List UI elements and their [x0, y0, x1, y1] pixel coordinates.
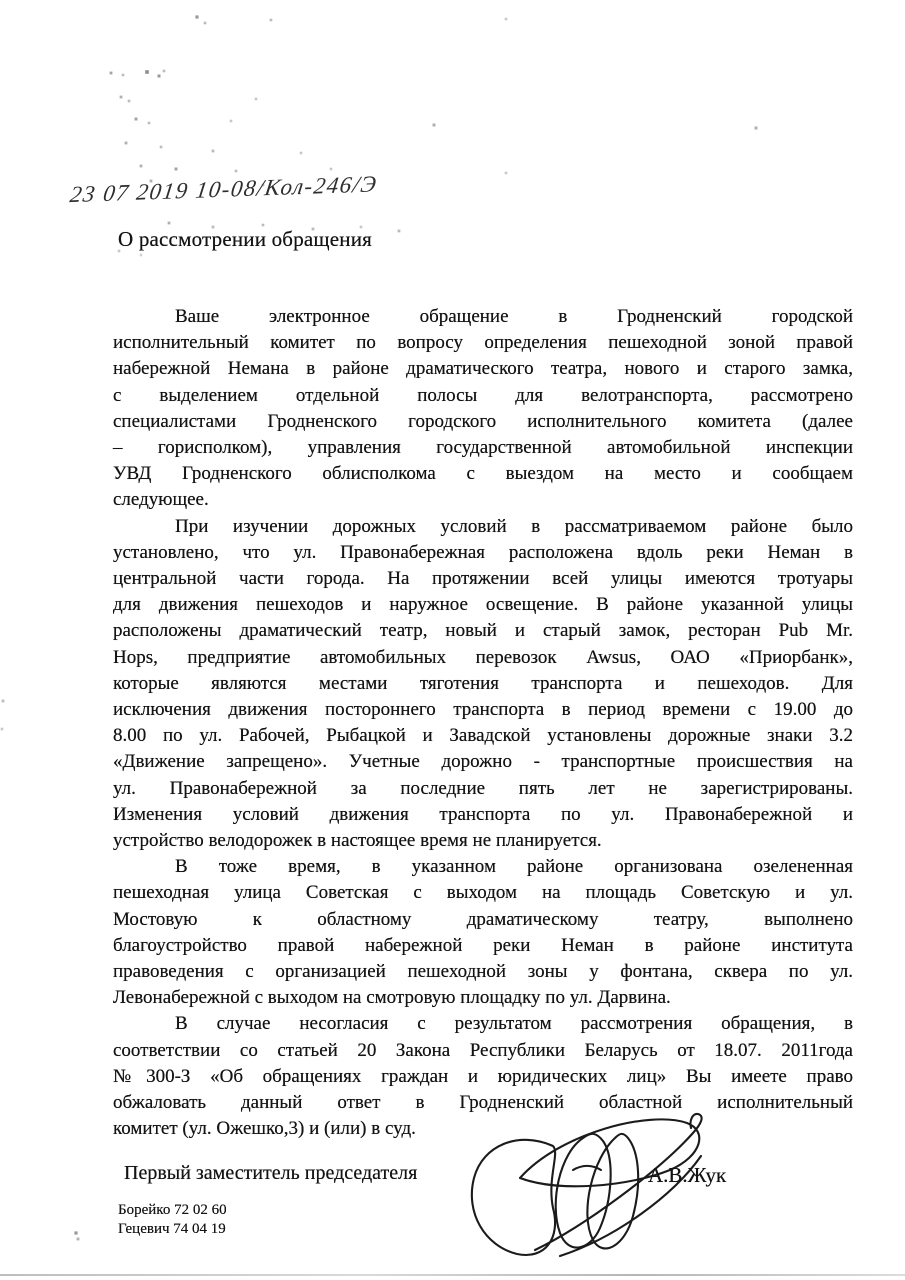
signatory-position: Первый заместитель председателя: [124, 1162, 418, 1184]
paragraph: [113, 304, 853, 514]
text-line: с выделением отдельной полосы для велотранспорта, рассмотрено: [113, 384, 853, 406]
text-line: – горисполком), управления государственной автомобильной инспекции: [113, 437, 853, 459]
scan-noise-artifacts: [0, 0, 2, 2]
text-line: центральной части города. На протяжении всей улицы имеются тротуары: [113, 568, 853, 590]
text-line: следующее.: [113, 489, 209, 511]
text-line: УВД Гродненского облисполкома с выездом на место и сообщаем: [113, 463, 853, 485]
text-line: которые являются местами тяготения транспорта и пешеходов. Для: [113, 672, 853, 694]
text-line: ул. Правонабережной за последние пять лет не зарегистрированы.: [113, 777, 853, 799]
text-line: Ваше электронное обращение в Гродненский городской: [175, 306, 853, 327]
letter-body: [113, 304, 853, 1143]
text-line: установлено, что ул. Правонабережная расположена вдоль реки Неман в: [113, 541, 853, 563]
paragraph: [113, 514, 853, 855]
text-line: набережной Немана в районе драматического театра, нового и старого замка,: [113, 358, 853, 380]
text-line: соответствии со статьей 20 Закона Республики Беларусь от 18.07. 2011года: [113, 1039, 853, 1061]
contact-line: Борейко 72 02 60: [118, 1202, 227, 1218]
scan-edge-line: [0, 1274, 905, 1276]
text-line: В тоже время, в указанном районе организована озелененная: [175, 856, 853, 878]
text-line: для движения пешеходов и наружное освещение. В районе указанной улицы: [113, 594, 853, 616]
executor-contacts: [118, 1201, 227, 1238]
text-line: Левонабережной с выходом на смотровую площадку по ул. Дарвина.: [113, 987, 671, 1009]
text-line: Hops, предприятие автомобильных перевозок Awsus, ОАО «Приорбанк»,: [113, 646, 853, 668]
text-line: обжаловать данный ответ в Гродненский областной исполнительный: [113, 1092, 853, 1114]
text-line: комитет (ул. Ожешко,3) и (или) в суд.: [113, 1118, 416, 1140]
text-line: исполнительный комитет по вопросу определения пешеходной зоной правой: [113, 332, 853, 354]
text-line: исключения движения постороннего транспорта в период времени с 19.00 до: [113, 699, 853, 721]
text-line: расположены драматический театр, новый и старый замок, ресторан Pub Mr.: [113, 620, 853, 642]
document-subject-title: О рассмотрении обращения: [118, 227, 373, 251]
text-line: устройство велодорожек в настоящее время не планируется.: [113, 830, 602, 852]
contact-line: Гецевич 74 04 19: [118, 1220, 226, 1237]
text-line: В случае несогласия с результатом рассмотрения обращения, в: [175, 1013, 853, 1035]
signatory-name: А.В.Жук: [648, 1163, 727, 1187]
text-line: Мостовую к областному драматическому театру, выполнено: [113, 908, 853, 930]
text-line: пешеходная улица Советская с выходом на площадь Советскую и ул.: [113, 882, 853, 904]
text-line: «Движение запрещено». Учетные дорожно - транспортные происшествия на: [113, 751, 853, 773]
text-line: благоустройство правой набережной реки Неман в районе института: [113, 934, 853, 956]
text-line: При изучении дорожных условий в рассматриваемом районе было: [175, 515, 853, 537]
text-line: специалистами Гродненского городского исполнительного комитета (далее: [113, 410, 853, 432]
text-line: правоведения с организацией пешеходной зоны у фонтана, сквера по ул.: [113, 961, 853, 983]
handwritten-registration-note: 23 07 2019 10-08/Кол-246/Э: [68, 171, 380, 208]
text-line: №300-З «Об обращениях граждан и юридических лиц» Вы имеете право: [113, 1065, 853, 1087]
paragraph: [113, 854, 853, 1011]
text-line: 8.00 по ул. Рабочей, Рыбацкой и Завадской установлены дорожные знаки 3.2: [113, 725, 853, 747]
text-line: Изменения условий движения транспорта по ул. Правонабережной и: [113, 803, 853, 825]
